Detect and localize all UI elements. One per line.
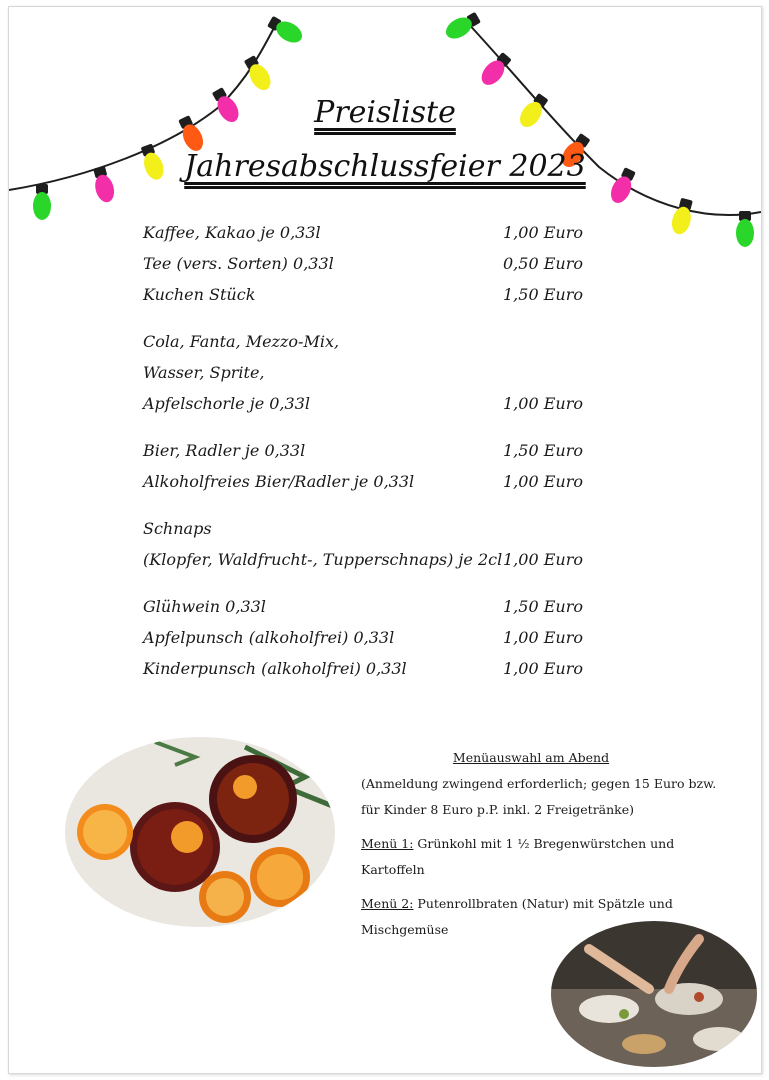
price-row	[143, 219, 603, 250]
menu-2-text-continued: Mischgemüse	[361, 922, 449, 937]
price-row	[143, 250, 603, 281]
item-label: Apfelschorle je 0,33l	[143, 394, 310, 413]
item-label: Kinderpunsch (alkoholfrei) 0,33l	[143, 659, 407, 678]
menu-2-text: Putenrollbraten (Natur) mit Spätzle und	[413, 896, 673, 911]
item-label: Alkoholfreies Bier/Radler je 0,33l	[143, 472, 415, 491]
menu-note-line2: für Kinder 8 Euro p.P. inkl. 2 Freigetränke)	[361, 802, 635, 817]
price-row	[143, 655, 603, 686]
mulled-wine-photo	[65, 737, 335, 927]
price-row	[143, 546, 603, 577]
price-list	[143, 219, 603, 686]
price-row	[143, 593, 603, 624]
item-label: Tee (vers. Sorten) 0,33l	[143, 254, 334, 273]
item-label: Apfelpunsch (alkoholfrei) 0,33l	[143, 628, 395, 647]
item-price: 1,00 Euro	[503, 223, 583, 242]
menu-note-line1: (Anmeldung zwingend erforderlich; gegen 15 Euro bzw.	[361, 776, 717, 791]
price-row	[143, 468, 603, 499]
item-label: Kuchen Stück	[143, 285, 256, 304]
item-label: Kaffee, Kakao je 0,33l	[143, 223, 321, 242]
price-list-page	[8, 6, 762, 1074]
item-label: Bier, Radler je 0,33l	[143, 441, 306, 460]
menu-2	[361, 891, 721, 917]
item-price: 1,00 Euro	[503, 472, 583, 491]
light-bulb-icon	[33, 184, 51, 220]
item-label: Wasser, Sprite,	[143, 363, 265, 382]
price-row	[143, 390, 603, 421]
price-row	[143, 624, 603, 655]
light-bulb-icon	[669, 197, 696, 236]
item-price: 1,00 Euro	[503, 550, 583, 569]
light-bulb-icon	[736, 211, 754, 247]
item-price: 1,00 Euro	[503, 394, 583, 413]
price-row	[143, 281, 603, 312]
item-price: 1,50 Euro	[503, 597, 583, 616]
price-row	[143, 437, 603, 468]
light-bulb-icon	[442, 9, 482, 43]
item-price: 1,00 Euro	[503, 628, 583, 647]
item-label: (Klopfer, Waldfrucht-, Tupperschnaps) je 2cl	[143, 550, 503, 569]
item-label: Schnaps	[143, 519, 212, 538]
item-price: 0,50 Euro	[503, 254, 583, 273]
menu-1-label: Menü 1:	[361, 836, 414, 851]
price-row	[143, 328, 603, 359]
price-row	[143, 515, 603, 546]
item-label: Glühwein 0,33l	[143, 597, 266, 616]
light-bulb-icon	[266, 13, 306, 47]
price-row	[143, 359, 603, 390]
menu-1-text: Grünkohl mit 1 ½ Bregenwürstchen und	[413, 836, 675, 851]
menu-heading: Menüauswahl am Abend	[452, 750, 610, 765]
page-title: Preisliste	[314, 95, 456, 130]
menu-1	[361, 831, 721, 857]
item-label: Cola, Fanta, Mezzo-Mix,	[143, 332, 340, 351]
item-price: 1,50 Euro	[503, 441, 583, 460]
item-price: 1,50 Euro	[503, 285, 583, 304]
menu-section	[361, 745, 721, 943]
item-price: 1,00 Euro	[503, 659, 583, 678]
page-subtitle: Jahresabschlussfeier 2023	[184, 149, 586, 184]
menu-2-label: Menü 2:	[361, 896, 414, 911]
menu-1-text-continued: Kartoffeln	[361, 862, 425, 877]
